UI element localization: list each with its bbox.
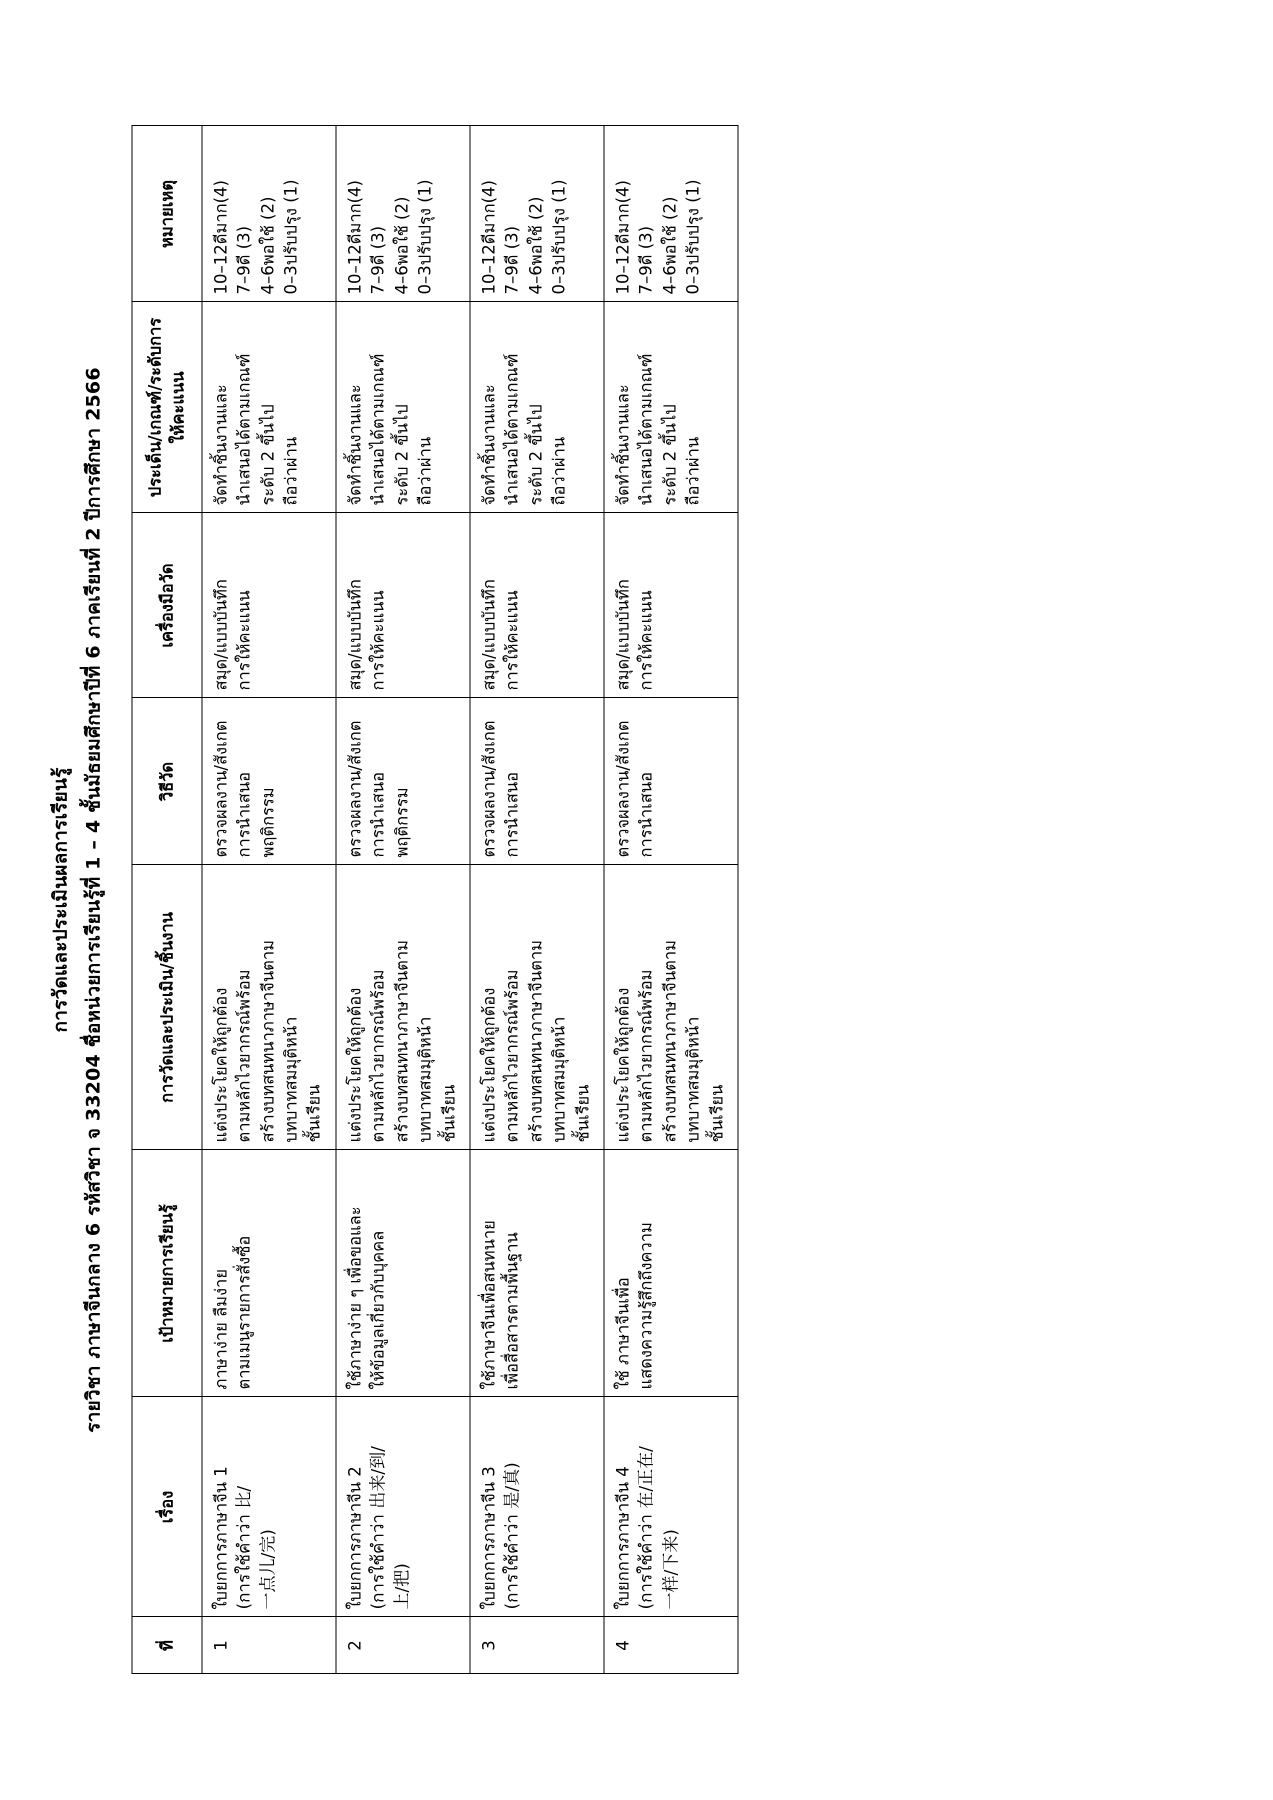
goal-line: ภาษาง่าย ลืมง่าย [210,1269,230,1390]
goal-line: แสดงความรู้สึกถึงความ [636,1222,656,1390]
method-line: ตรวจผลงาน/สังเกต [613,720,633,858]
cell-task [335,865,469,1150]
tool-line: การให้คะแนน [234,590,254,691]
criteria-line: ระดับ 2 ขึ้นไป [257,404,277,506]
note-line: 10–12ดีมาก(4) [210,180,230,295]
task-line: ชั้นเรียน [438,1084,458,1143]
cell-no: 1 [201,1617,335,1674]
criteria-line: ถือว่าผ่าน [280,436,300,506]
goal-line: ให้ข้อมูลเกี่ยวกับบุคคล [368,1230,388,1390]
cell-tool [335,513,469,698]
topic-title: ใบยกการภาษาจีน 4 [613,1466,633,1610]
cell-method [604,698,738,865]
header-task: การวัดและประเมิน/ชิ้นงาน [131,865,201,1150]
goal-line: ใช้ ภาษาจีนเพื่อ [613,1277,633,1390]
topic-title: ใบยกการภาษาจีน 3 [478,1466,498,1610]
topic-sub: (การใช้คำว่า 比/ [234,1485,255,1610]
topic-cjk: 上/把) [392,1563,413,1610]
goal-line: ใช้ภาษาจีนเพื่อสนทนาย [478,1220,498,1390]
topic-sub: (การใช้คำว่า 出来/到/ [368,1446,389,1610]
header-topic: เรื่อง [131,1397,201,1617]
header-criteria-line2: ให้คะแนน [168,371,188,444]
note-line: 0–3ปรับปรุง (1) [280,179,300,295]
cell-note [604,126,738,302]
criteria-line: ระดับ 2 ขึ้นไป [525,404,545,506]
tool-line: การให้คะแนน [636,590,656,691]
cell-goal [335,1150,469,1397]
method-line: ตรวจผลงาน/สังเกต [478,720,498,858]
task-line: บทบาทสมมุติหน้า [683,1016,703,1143]
cell-note [469,126,603,302]
note-line: 7–9ดี (3) [636,225,656,295]
task-line: สร้างบทสนทนาภาษาจีนตาม [257,940,277,1143]
criteria-line: ระดับ 2 ขึ้นไป [391,404,411,506]
header-method: วิธีวัด [131,698,201,865]
table-row [604,126,738,1674]
task-line: สร้างบทสนทนาภาษาจีนตาม [391,940,411,1143]
criteria-line: จัดทำชิ้นงานและ [210,384,230,506]
cell-method [335,698,469,865]
cell-tool [469,513,603,698]
task-line: ชั้นเรียน [706,1084,726,1143]
criteria-line: นำเสนอได้ตามเกณฑ์ [368,353,388,506]
header-criteria-line1: ประเด็น/เกณฑ์/ระดับการ [144,317,164,498]
header-note: หมายเหตุ [131,126,201,302]
cell-tool [604,513,738,698]
tool-line: สมุด/แบบบันทึก [478,579,498,691]
method-line: การนำเสนอ [502,771,522,858]
cell-criteria [335,302,469,513]
task-line: สร้างบทสนทนาภาษาจีนตาม [525,940,545,1143]
tool-line: สมุด/แบบบันทึก [613,579,633,691]
method-line: การนำเสนอพฤติกรรม [234,771,277,858]
table-header-row [131,126,201,1674]
cell-note [335,126,469,302]
topic-sub: (การใช้คำว่า 是/真) [502,1462,523,1610]
task-line: แต่งประโยคให้ถูกต้อง [344,987,364,1143]
goal-line: ตามเมนูรายการสั่งซื้อ [234,1235,254,1390]
tool-line: สมุด/แบบบันทึก [344,579,364,691]
topic-sub: (การใช้คำว่า 在/正在/ [636,1446,657,1610]
note-line: 0–3ปรับปรุง (1) [683,179,703,295]
title-block [0,0,109,1800]
cell-task [469,865,603,1150]
cell-topic [335,1397,469,1617]
task-line: สร้างบทสนทนาภาษาจีนตาม [659,940,679,1143]
method-line: ตรวจผลงาน/สังเกต [210,720,230,858]
note-line: 10–12ดีมาก(4) [344,180,364,295]
header-tool: เครื่องมือวัด [131,513,201,698]
table-row [335,126,469,1674]
task-line: แต่งประโยคให้ถูกต้อง [478,987,498,1143]
task-line: บทบาทสมมุติหน้า [415,1016,435,1143]
topic-title: ใบยกการภาษาจีน 1 [210,1466,230,1610]
goal-line: ใช้ภาษาง่าย ๆ เพื่อขอและ [344,1206,364,1390]
criteria-line: ถือว่าผ่าน [549,436,569,506]
page-subtitle: รายวิชา ภาษาจีนกลาง 6 รหัสวิชา จ 33204 ชื่อหน่วยการเรียนรู้ที่ 1 – 4 ชั้นมัธยมศึกษาปีที่ 6 ภาคเรียนที่ 2 ปีการศึกษา 2566 [82,367,105,1433]
task-line: ตามหลักไวยากรณ์พร้อม [502,969,522,1143]
header-criteria [131,302,201,513]
task-line: แต่งประโยคให้ถูกต้อง [210,987,230,1143]
assessment-table [131,126,738,1675]
cell-goal [604,1150,738,1397]
cell-topic [469,1397,603,1617]
criteria-line: นำเสนอได้ตามเกณฑ์ [636,353,656,506]
note-line: 0–3ปรับปรุง (1) [415,179,435,295]
note-line: 7–9ดี (3) [234,225,254,295]
tool-line: การให้คะแนน [368,590,388,691]
criteria-line: ถือว่าผ่าน [683,436,703,506]
goal-line: เพื่อสื่อสารตามพื้นฐาน [502,1232,522,1390]
note-line: 10–12ดีมาก(4) [613,180,633,295]
tool-line: สมุด/แบบบันทึก [210,579,230,691]
task-line: ชั้นเรียน [304,1084,324,1143]
note-line: 10–12ดีมาก(4) [478,180,498,295]
cell-topic [604,1397,738,1617]
method-line: การนำเสนอ [636,771,656,858]
topic-title: ใบยกการภาษาจีน 2 [344,1466,364,1610]
cell-method [469,698,603,865]
note-line: 4–6พอใช้ (2) [659,196,679,295]
criteria-line: จัดทำชิ้นงานและ [613,384,633,506]
task-line: บทบาทสมมุติหน้า [549,1016,569,1143]
note-line: 4–6พอใช้ (2) [391,196,411,295]
task-line: ตามหลักไวยากรณ์พร้อม [368,969,388,1143]
cell-no: 2 [335,1617,469,1674]
cell-no: 3 [469,1617,603,1674]
cell-criteria [201,302,335,513]
header-no: ที่ [131,1617,201,1674]
note-line: 7–9ดี (3) [368,225,388,295]
note-line: 0–3ปรับปรุง (1) [549,179,569,295]
criteria-line: จัดทำชิ้นงานและ [344,384,364,506]
criteria-line: จัดทำชิ้นงานและ [478,384,498,506]
method-line: ตรวจผลงาน/สังเกต [344,720,364,858]
cell-no: 4 [604,1617,738,1674]
cell-criteria [469,302,603,513]
task-line: แต่งประโยคให้ถูกต้อง [613,987,633,1143]
cell-method [201,698,335,865]
table-row [201,126,335,1674]
method-line: การนำเสนอพฤติกรรม [368,771,411,858]
cell-tool [201,513,335,698]
cell-task [604,865,738,1150]
criteria-line: ถือว่าผ่าน [415,436,435,506]
topic-cjk: 一点儿/完) [258,1529,279,1610]
task-line: ชั้นเรียน [572,1084,592,1143]
task-line: ตามหลักไวยากรณ์พร้อม [636,969,656,1143]
criteria-line: นำเสนอได้ตามเกณฑ์ [234,353,254,506]
cell-task [201,865,335,1150]
table-row [469,126,603,1674]
note-line: 7–9ดี (3) [502,225,522,295]
cell-criteria [604,302,738,513]
task-line: ตามหลักไวยากรณ์พร้อม [234,969,254,1143]
cell-goal [469,1150,603,1397]
topic-cjk: 一样/下来) [660,1529,681,1610]
cell-goal [201,1150,335,1397]
note-line: 4–6พอใช้ (2) [257,196,277,295]
criteria-line: นำเสนอได้ตามเกณฑ์ [502,353,522,506]
header-goal: เป้าหมายการเรียนรู้ [131,1150,201,1397]
tool-line: การให้คะแนน [502,590,522,691]
criteria-line: ระดับ 2 ขึ้นไป [659,404,679,506]
task-line: บทบาทสมมุติหน้า [280,1016,300,1143]
note-line: 4–6พอใช้ (2) [525,196,545,295]
cell-note [201,126,335,302]
cell-topic [201,1397,335,1617]
page-title: การวัดและประเมินผลการเรียนรู้ [49,767,71,1033]
